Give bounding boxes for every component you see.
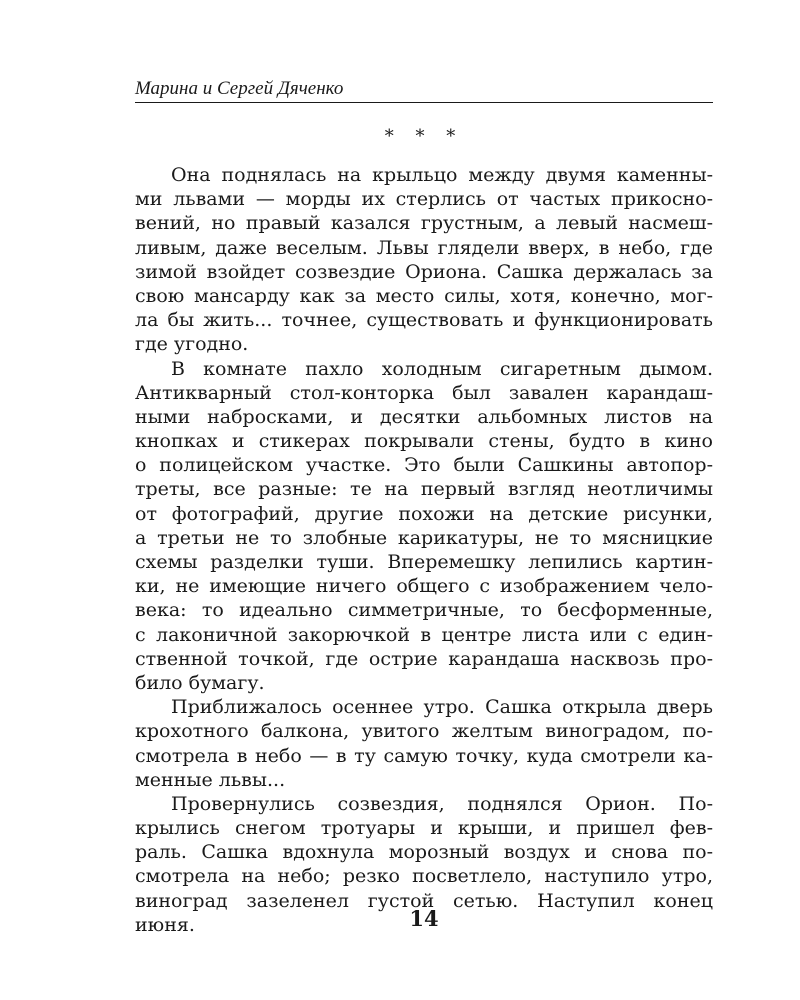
text-line: ливым, даже веселым. Львы глядели вверх, в небо, где: [135, 236, 713, 259]
paragraph: [135, 357, 713, 696]
text-line: века: то идеально симметричные, то бесформенные,: [135, 599, 713, 622]
text-line: Она поднялась на крыльцо между двумя каменны-: [171, 164, 713, 186]
text-line: ственной точкой, где острие карандаша насквозь про-: [135, 647, 713, 670]
text-line: июня.: [135, 913, 195, 936]
text-line: свою мансарду как за место силы, хотя, конечно, мог-: [135, 284, 713, 307]
text-line: ки, не имеющие ничего общего с изображением чело-: [135, 575, 713, 598]
text-line: а третьи не то злобные карикатуры, не то мясницкие: [135, 526, 713, 549]
text-line: ными набросками, и десятки альбомных листов на: [135, 405, 713, 428]
text-line: крохотного балкона, увитого желтым виноградом, по-: [135, 720, 713, 743]
text-line: смотрела в небо — в ту самую точку, куда смотрели ка-: [135, 744, 713, 767]
text-line: смотрела на небо; резко посветлело, наступило утро,: [135, 865, 713, 888]
text-line: раль. Сашка вдохнула морозный воздух и снова по-: [135, 841, 713, 864]
text-line: ла бы жить... точнее, существовать и функционировать: [135, 309, 713, 332]
page-number: 14: [409, 906, 439, 931]
text-line: от фотографий, другие похожи на детские рисунки,: [135, 502, 713, 525]
text-line: менные львы...: [135, 768, 286, 791]
paragraph: [135, 163, 713, 357]
section-separator: * * *: [384, 126, 464, 147]
text-line: зимой взойдет созвездие Ориона. Сашка держалась за: [135, 260, 713, 283]
text-line: крылись снегом тротуары и крыши, и пришел фев-: [135, 817, 713, 840]
text-line: било бумагу.: [135, 671, 265, 694]
text-line: ми львами — морды их стерлись от частых прикосно-: [135, 188, 713, 211]
text-line: кнопках и стикерах покрывали стены, будто в кино: [135, 430, 713, 453]
text-line: с лаконичной закорючкой в центре листа или с един-: [135, 623, 713, 646]
text-line: виноград зазеленел густой сетью. Наступил конец: [135, 889, 713, 912]
paragraph: [135, 695, 713, 792]
text-line: о полицейском участке. Это были Сашкины автопор-: [135, 454, 713, 477]
text-line: Антикварный стол-конторка был завален карандаш-: [135, 381, 713, 404]
running-head: [135, 78, 713, 103]
text-line: вений, но правый казался грустным, а левый насмеш-: [135, 212, 713, 235]
text-line: Провернулись созвездия, поднялся Орион. По-: [171, 792, 713, 815]
text-line: В комнате пахло холодным сигаретным дымом.: [171, 357, 713, 380]
body-text: [135, 163, 713, 937]
text-line: Приближалось осеннее утро. Сашка открыла дверь: [171, 696, 713, 719]
text-line: где угодно.: [135, 333, 249, 356]
running-head-title: Марина и Сергей Дяченко: [135, 78, 344, 99]
text-line: треты, все разные: те на первый взгляд неотличимы: [135, 478, 713, 501]
text-line: схемы разделки туши. Вперемешку лепились картин-: [135, 551, 713, 573]
